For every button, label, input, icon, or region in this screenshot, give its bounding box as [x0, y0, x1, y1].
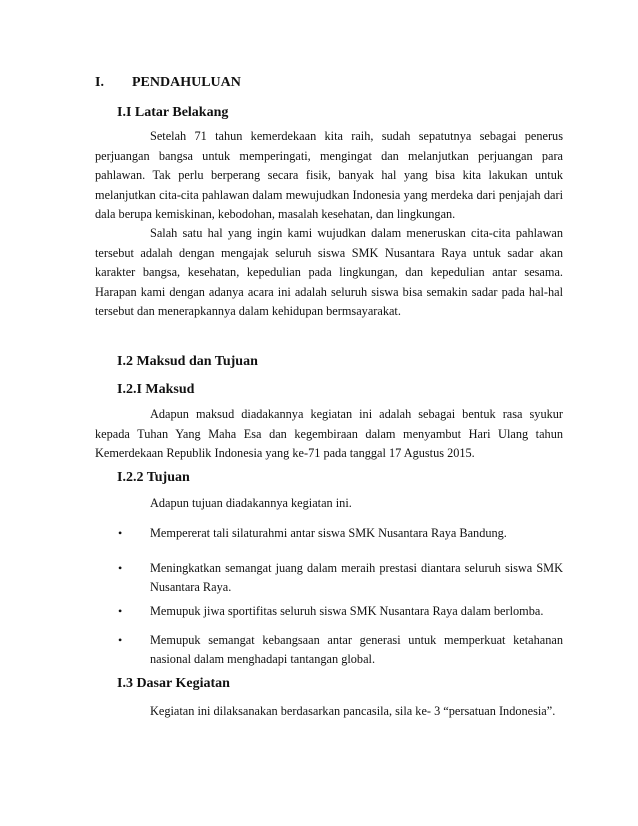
list-item-text: Meningkatkan semangat juang dalam meraih prestasi diantara seluruh siswa SMK Nusantara Raya.: [150, 561, 563, 594]
list-item-text: Memupuk jiwa sportifitas seluruh siswa SMK Nusantara Raya dalam berlomba.: [150, 604, 544, 618]
list-item: [118, 602, 563, 621]
heading-dasar-kegiatan: I.3 Dasar Kegiatan: [117, 676, 230, 691]
list-item-text: Memupuk semangat kebangsaan antar generasi untuk memperkuat ketahanan nasional dalam menghadapi tantangan global.: [150, 633, 563, 666]
section-number: I.: [95, 75, 104, 90]
list-item: [118, 631, 563, 669]
paragraph-dasar: Kegiatan ini dilaksanakan berdasarkan pancasila, sila ke- 3 “persatuan Indonesia”.: [150, 704, 556, 718]
paragraph-latar-2: Salah satu hal yang ingin kami wujudkan dalam meneruskan cita-cita pahlawan tersebut adalah dengan mengajak seluruh siswa SMK Nusantara Raya untuk sadar akan karakter bangsa, kesehatan, kepedulian pada lingkungan, dan kepedulian antar sesama. Harapan kami dengan adanya acara ini adalah seluruh siswa bisa semakin sadar pada hal-hal tersebut dan menerapkannya dalam kehidupan bermsayarakat.: [95, 226, 563, 319]
heading-maksud: I.2.I Maksud: [117, 382, 195, 397]
section-title: PENDAHULUAN: [132, 75, 241, 90]
bullet-icon: •: [118, 633, 123, 647]
paragraph-latar-1: Setelah 71 tahun kemerdekaan kita raih, sudah sepatutnya sebagai penerus perjuangan bangsa untuk memperingati, mengingat dan melanjutkan perjuangan para pahlawan. Tak perlu berperang secara fisik, banyak hal yang bisa kita lakukan untuk melanjutkan cita-cita pahlawan dalam mewujudkan Indonesia yang merdeka dari penjajah dari dala berupa kemiskinan, kebodohan, masalah kesehatan, dan lingkungan.: [95, 129, 563, 222]
bullet-icon: •: [118, 526, 123, 540]
heading-latar-belakang: I.I Latar Belakang: [117, 105, 229, 120]
list-item: [118, 559, 563, 597]
list-item-text: Mempererat tali silaturahmi antar siswa SMK Nusantara Raya Bandung.: [150, 526, 507, 540]
list-item: [118, 524, 563, 543]
tujuan-intro: Adapun tujuan diadakannya kegiatan ini.: [150, 496, 352, 510]
heading-tujuan: I.2.2 Tujuan: [117, 470, 190, 485]
bullet-icon: •: [118, 561, 123, 575]
bullet-icon: •: [118, 604, 123, 618]
paragraph-maksud: Adapun maksud diadakannya kegiatan ini adalah sebagai bentuk rasa syukur kepada Tuhan Yang Maha Esa dan kegembiraan dalam menyambut Hari Ulang tahun Kemerdekaan Republik Indonesia yang ke-71 pada tanggal 17 Agustus 2015.: [95, 407, 563, 461]
section-heading-pendahuluan: [95, 75, 241, 91]
heading-maksud-tujuan: I.2 Maksud dan Tujuan: [117, 354, 258, 369]
